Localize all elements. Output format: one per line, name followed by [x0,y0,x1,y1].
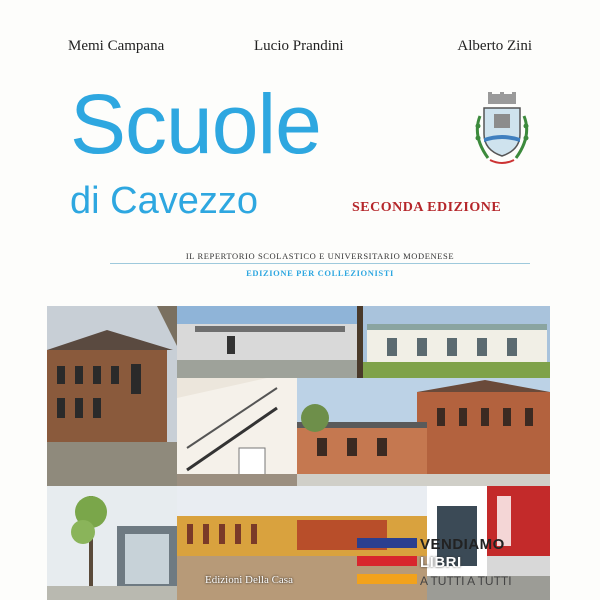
divider [110,263,530,264]
watermark-line: LIBRI [420,554,462,571]
watermark-logo [357,536,547,596]
author-name: Alberto Zini [457,38,532,54]
watermark-stripe [357,538,417,548]
watermark-line: A TUTTI A TUTTI [420,574,512,588]
watermark-stripe [357,574,417,584]
collector-edition-line: EDIZIONE PER COLLEZIONISTI [246,268,394,278]
school-photo [47,306,177,486]
book-title: Scuole [70,77,321,171]
series-line: IL REPERTORIO SCOLASTICO E UNIVERSITARIO MODENESE [185,251,455,261]
interior-photo [177,378,297,486]
book-subtitle: di Cavezzo [70,180,258,222]
watermark-line: VENDIAMO [420,536,505,553]
school-photo [177,306,357,378]
authors-row [68,38,532,58]
watermark-stripe [357,556,417,566]
edition-label: SECONDA EDIZIONE [352,200,502,215]
school-photo [297,378,550,486]
author-name: Memi Campana [68,38,165,54]
publisher-name: Edizioni Della Casa [205,574,293,586]
school-photo [357,306,550,378]
school-photo [47,486,177,600]
author-name: Lucio Prandini [254,38,344,54]
coat-of-arms-icon [470,92,534,170]
